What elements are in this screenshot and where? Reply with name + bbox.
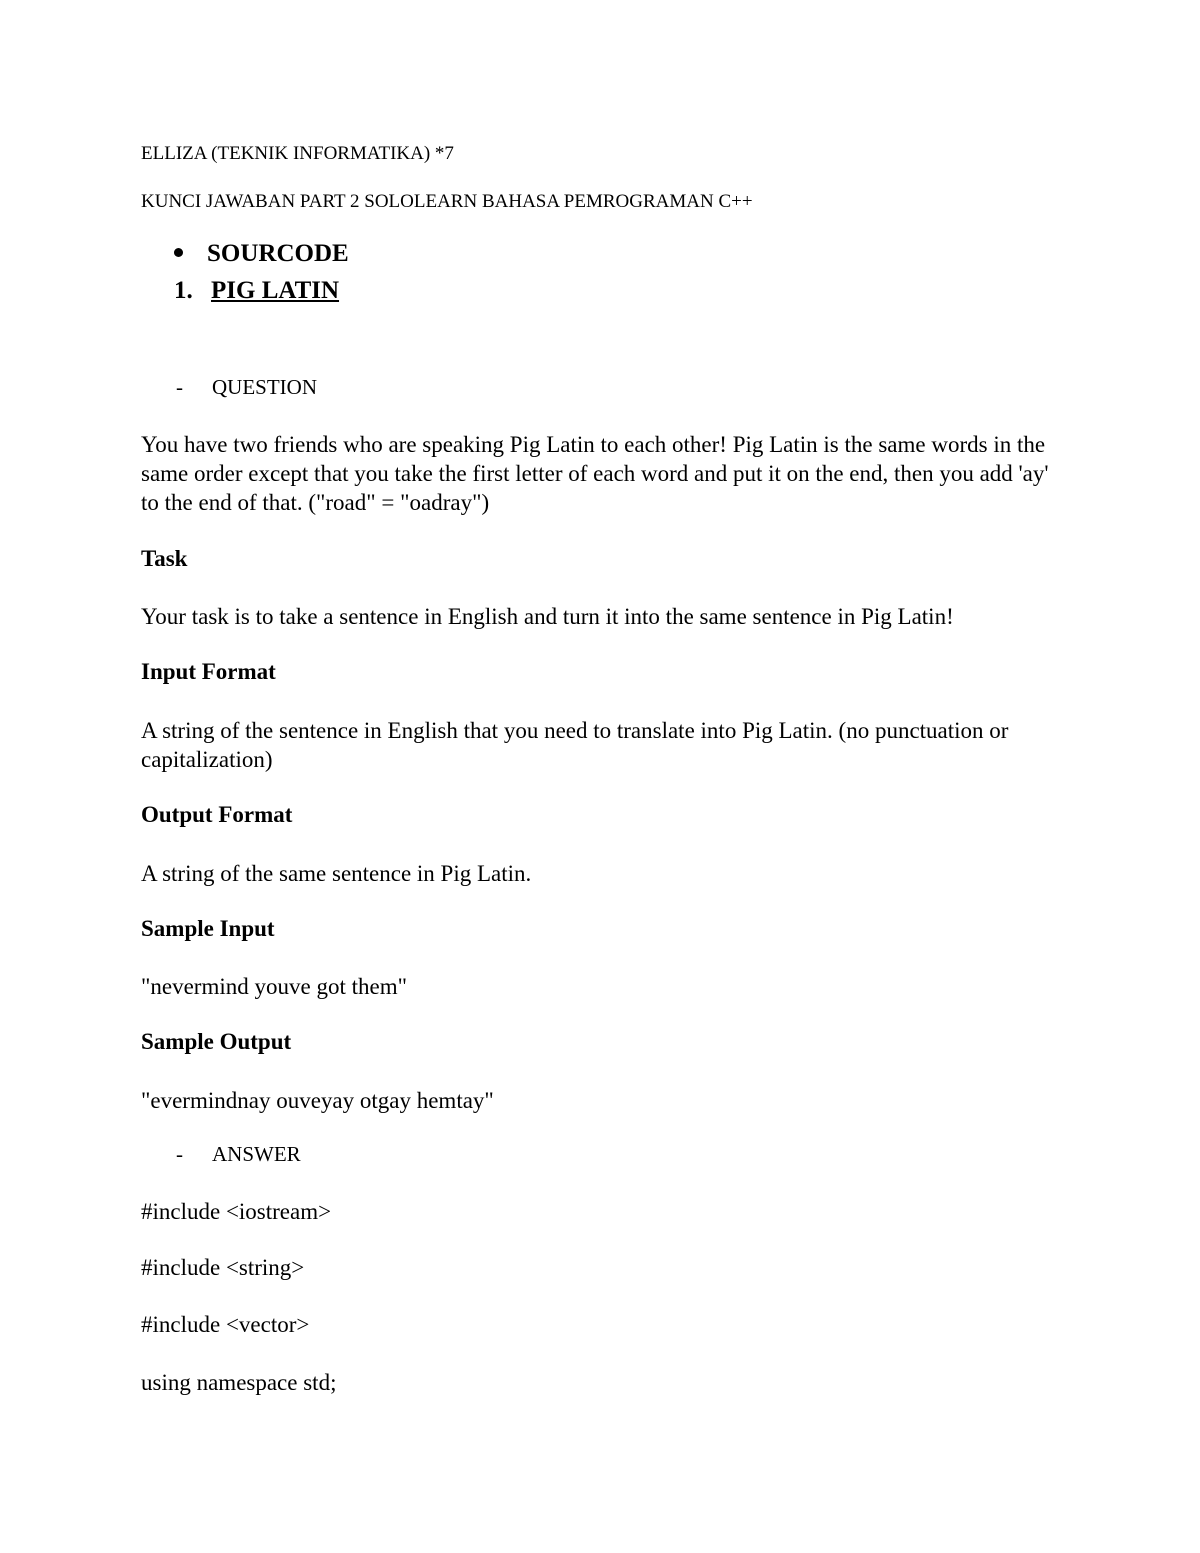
task-text: Your task is to take a sentence in English and turn it into the same sentence in Pig Latin! bbox=[141, 604, 954, 629]
bullet-label: SOURCODE bbox=[207, 240, 349, 267]
subtitle-line: KUNCI JAWABAN PART 2 SOLOLEARN BAHASA PEMROGRAMAN C++ bbox=[141, 191, 753, 212]
code-line: using namespace std; bbox=[141, 1370, 337, 1395]
numbered-index: 1. bbox=[174, 277, 193, 304]
task-heading: Task bbox=[141, 546, 188, 571]
dash-marker: - bbox=[176, 1142, 183, 1166]
output-format-text: A string of the same sentence in Pig Latin. bbox=[141, 861, 532, 886]
sample-output-heading: Sample Output bbox=[141, 1029, 292, 1054]
answer-heading bbox=[176, 1142, 301, 1167]
bullet-icon bbox=[174, 248, 183, 257]
input-format-heading: Input Format bbox=[141, 659, 276, 684]
numbered-item-pig-latin bbox=[174, 277, 339, 305]
bullet-item-sourcode bbox=[174, 240, 349, 268]
question-intro: You have two friends who are speaking Pig Latin to each other! Pig Latin is the same words in the same order except that you take the first letter of each word and put it on the end, then you add 'ay' to the end of that. ("road" = "oadray") bbox=[141, 432, 1049, 515]
code-line: #include <vector> bbox=[141, 1312, 310, 1337]
question-label: QUESTION bbox=[212, 375, 317, 399]
author-line: ELLIZA (TEKNIK INFORMATIKA) *7 bbox=[141, 143, 454, 164]
question-heading bbox=[176, 375, 317, 400]
numbered-label: PIG LATIN bbox=[211, 277, 340, 304]
sample-input-text: "nevermind youve got them" bbox=[141, 974, 407, 999]
output-format-heading: Output Format bbox=[141, 802, 293, 827]
sample-input-heading: Sample Input bbox=[141, 916, 275, 941]
dash-marker: - bbox=[176, 375, 183, 399]
answer-label: ANSWER bbox=[212, 1142, 301, 1166]
code-line: #include <string> bbox=[141, 1255, 305, 1280]
input-format-text: A string of the sentence in English that you need to translate into Pig Latin. (no punctuation or capitalization) bbox=[141, 718, 1009, 772]
code-line: #include <iostream> bbox=[141, 1199, 332, 1224]
sample-output-text: "evermindnay ouveyay otgay hemtay" bbox=[141, 1088, 494, 1113]
